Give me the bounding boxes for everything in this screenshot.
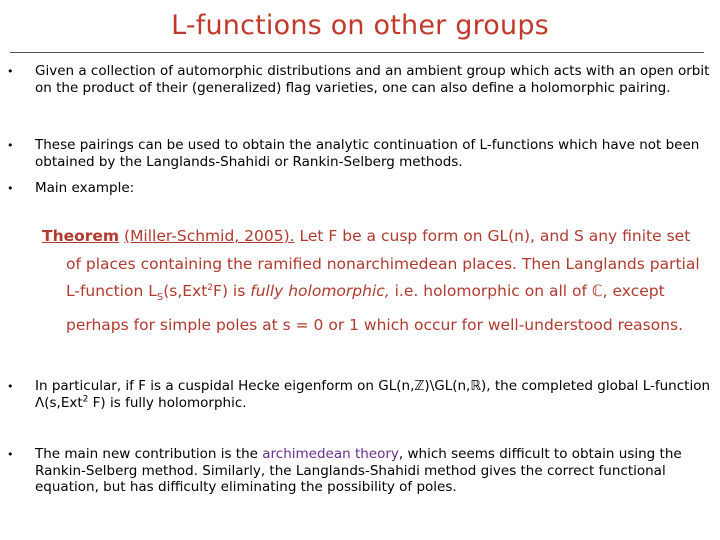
theorem-superscript: 2	[207, 282, 214, 293]
slide-title: L-functions on other groups	[171, 10, 549, 41]
archimedean-highlight: archimedean theory	[262, 446, 399, 462]
bullet-text: Given a collection of automorphic distributions and an ambient group which acts with an open orbit on the product of their (generalized) flag varieties, one can also define a holomorphic pairing.	[35, 63, 710, 96]
bullet-marker: •	[7, 139, 14, 152]
bullet-text	[35, 378, 715, 411]
theorem-text-d: i.e. holomorphic on all of ℂ, except perhaps for simple poles at s = 0 or 1 which occur for well-understood reasons.	[66, 282, 684, 334]
theorem-subscript: S	[156, 292, 164, 304]
bullet-marker: •	[7, 448, 14, 461]
theorem-body	[42, 251, 714, 340]
bullet4-superscript: 2	[82, 394, 89, 404]
theorem-label: Theorem	[42, 227, 120, 245]
bullet-marker: •	[7, 380, 14, 393]
bullet4-text-b: F) is fully holomorphic.	[88, 394, 247, 411]
theorem-reference: (Miller-Schmid, 2005).	[124, 227, 295, 245]
theorem-text-c: F) is	[213, 282, 251, 300]
theorem-line1: Let F be a cusp form on GL(n), and S any finite set	[294, 227, 691, 245]
title-divider	[10, 52, 704, 53]
bullet4-text-a: In particular, if F is a cuspidal Hecke eigenform on GL(n,ℤ)\GL(n,ℝ), the completed global L-function Λ(s,Ext	[35, 378, 711, 411]
theorem-block	[42, 223, 714, 339]
theorem-text-a: of places containing the ramified nonarchimedean places. Then Langlands partial L-function L	[66, 254, 700, 300]
bullet-marker: •	[7, 182, 14, 195]
bullet-marker: •	[7, 65, 14, 78]
theorem-italic: fully holomorphic,	[250, 282, 390, 300]
bullet-text: Main example:	[35, 180, 135, 196]
bullet5-text-b: , which seems difficult to obtain using the Rankin-Selberg method. Similarly, the Langlands-Shahidi method gives the correct functional equation, but has difficulty eliminating the possibility of poles.	[35, 446, 682, 495]
bullet-text: These pairings can be used to obtain the analytic continuation of L-functions which have not been obtained by the Langlands-Shahidi or Rankin-Selberg methods.	[35, 137, 700, 170]
theorem-text-b: (s,Ext	[163, 282, 208, 300]
bullet5-text-a: The main new contribution is the	[35, 446, 263, 462]
bullet-text	[35, 446, 715, 496]
